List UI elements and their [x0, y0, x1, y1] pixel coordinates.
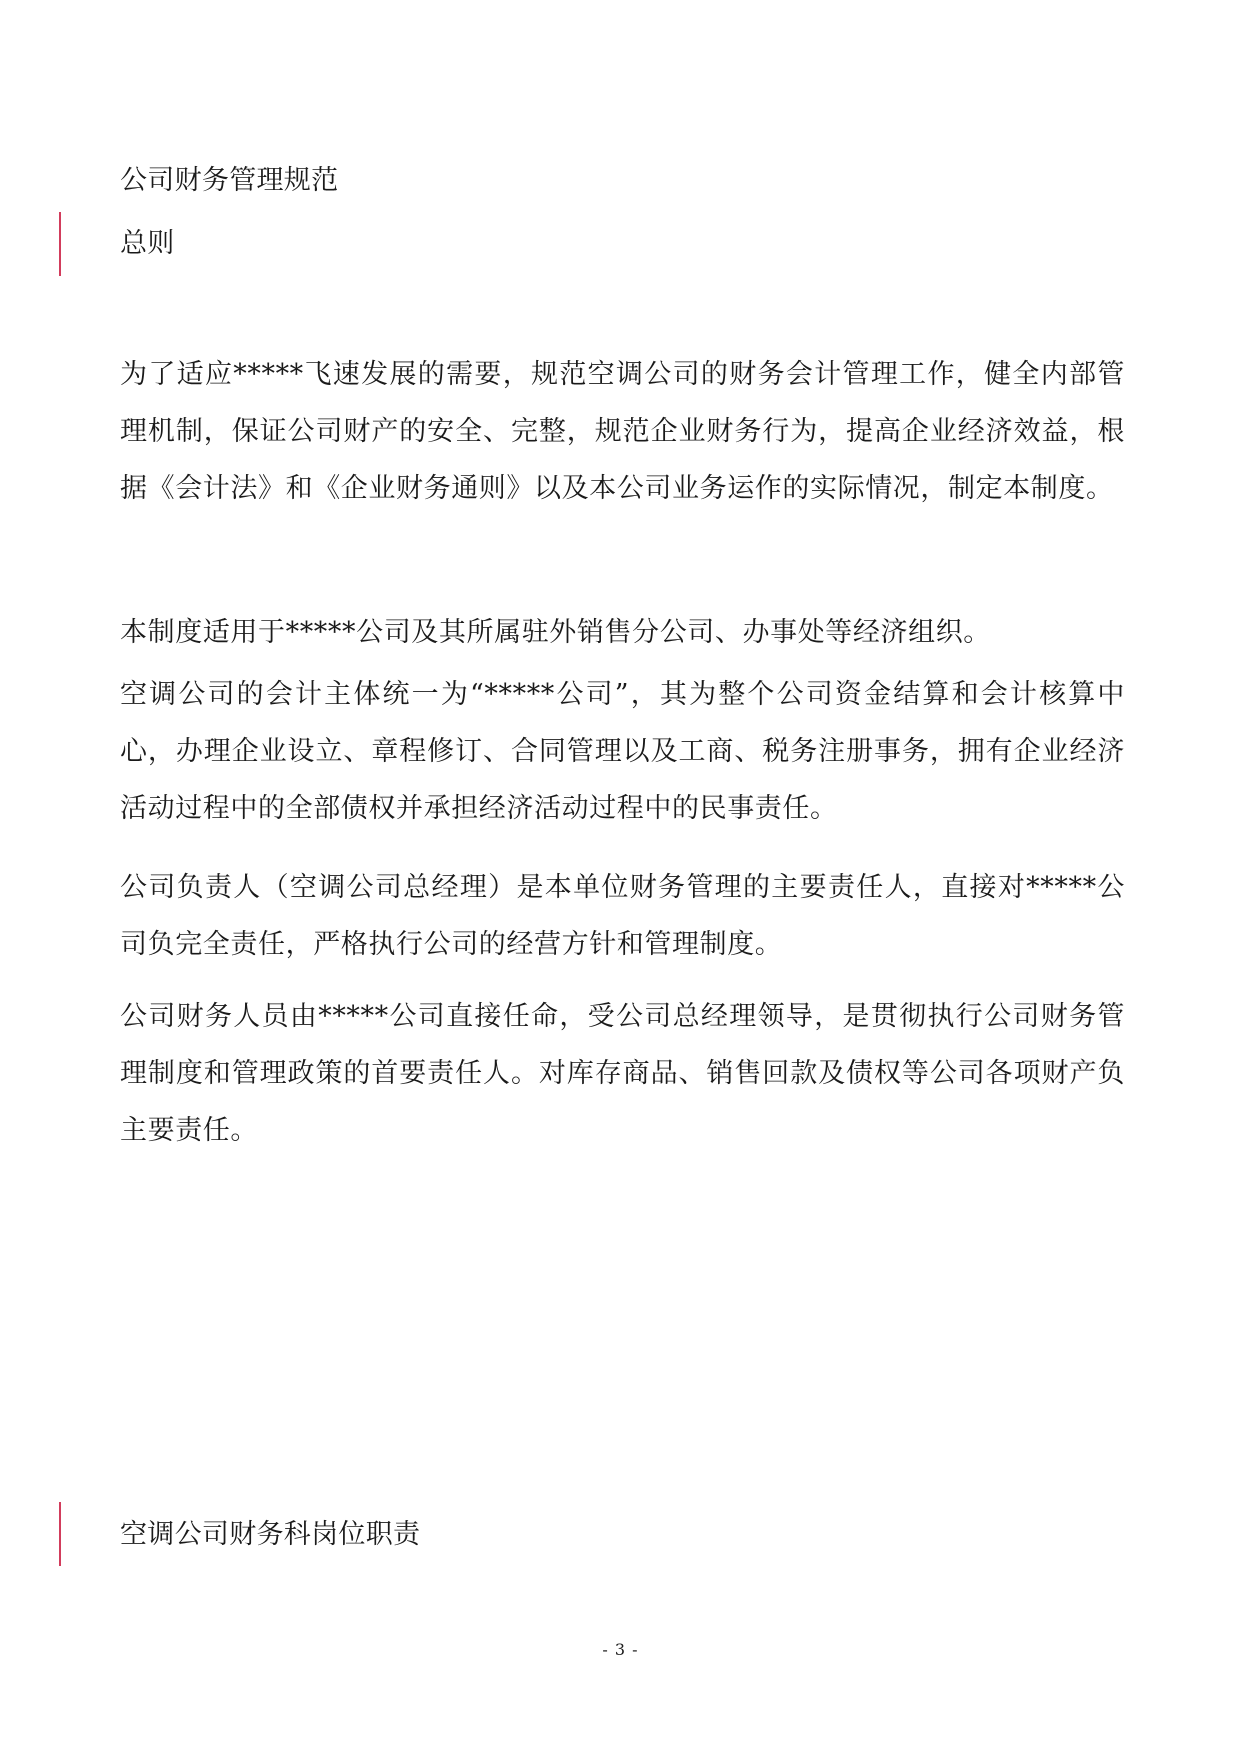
page-number: - 3 - [602, 1640, 639, 1659]
paragraph-accounting-entity: 空调公司的会计主体统一为“*****公司”，其为整个公司资金结算和会计核算中心，办理企业设立、章程修订、合同管理以及工商、税务注册事务，拥有企业经济活动过程中的全部债权并承担经济活动过程中的民事责任。 [120, 679, 1125, 824]
paragraph-finance-staff: 公司财务人员由*****公司直接任命，受公司总经理领导，是贯彻执行公司财务管理制度和管理政策的首要责任人。对库存商品、销售回款及债权等公司各项财产负主要责任。 [120, 1001, 1125, 1146]
section-heading: 总则 [120, 228, 175, 259]
revision-marker [59, 212, 61, 276]
paragraph-scope: 本制度适用于*****公司及其所属驻外销售分公司、办事处等经济组织。 [120, 617, 991, 648]
paragraph-purpose: 为了适应*****飞速发展的需要，规范空调公司的财务会计管理工作，健全内部管理机制，保证公司财产的安全、完整，规范企业财务行为，提高企业经济效益，根据《会计法》和《企业财务通则》以及本公司业务运作的实际情况，制定本制度。 [120, 359, 1125, 504]
document-title: 公司财务管理规范 [120, 165, 339, 196]
paragraph-responsible-person: 公司负责人（空调公司总经理）是本单位财务管理的主要责任人，直接对*****公司负完全责任，严格执行公司的经营方针和管理制度。 [120, 872, 1125, 960]
revision-marker [59, 1502, 61, 1566]
next-section-heading: 空调公司财务科岗位职责 [120, 1519, 421, 1550]
